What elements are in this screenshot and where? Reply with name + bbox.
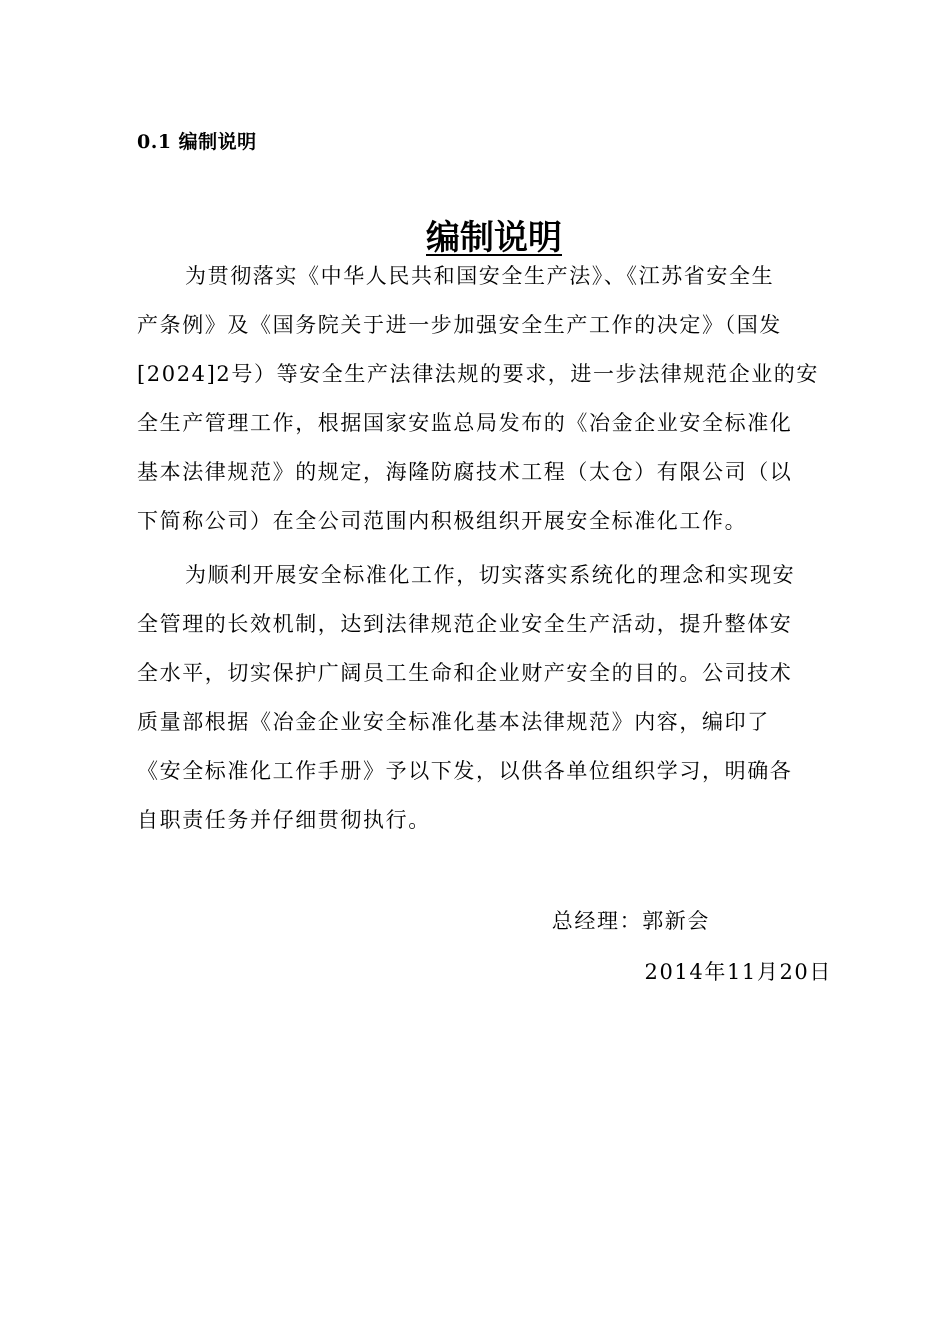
document-title: 编制说明	[426, 218, 562, 258]
paragraph-1	[137, 252, 837, 546]
paragraph-1-line: 全生产管理工作，根据国家安监总局发布的《冶金企业安全标准化	[137, 411, 793, 435]
paragraph-1-line: 产条例》及《国务院关于进一步加强安全生产工作的决定》（国发	[137, 313, 782, 337]
paragraph-2-line: 为顺利开展安全标准化工作，切实落实系统化的理念和实现安	[185, 563, 796, 587]
paragraph-2-line: 自职责任务并仔细贯彻执行。	[137, 808, 431, 832]
signature-date: 2014年11月20日	[644, 960, 832, 984]
paragraph-2-line: 全水平，切实保护广阔员工生命和企业财产安全的目的。公司技术	[137, 661, 793, 685]
paragraph-2	[137, 551, 837, 845]
section-heading: 0.1 编制说明	[137, 131, 257, 153]
paragraph-1-line: 基本法律规范》的规定，海隆防腐技术工程（太仓）有限公司（以	[137, 460, 793, 484]
paragraph-1-line: [2024]2号）等安全生产法律法规的要求，进一步法律规范企业的安	[137, 362, 819, 386]
paragraph-2-line: 全管理的长效机制，达到法律规范企业安全生产活动，提升整体安	[137, 612, 793, 636]
paragraph-1-line: 下简称公司）在全公司范围内积极组织开展安全标准化工作。	[137, 509, 748, 533]
paragraph-2-line: 质量部根据《冶金企业安全标准化基本法律规范》内容，编印了	[137, 710, 770, 734]
signature-name: 总经理：郭新会	[551, 909, 710, 933]
paragraph-1-line: 为贯彻落实《中华人民共和国安全生产法》、《江苏省安全生	[185, 264, 775, 288]
paragraph-2-line: 《安全标准化工作手册》予以下发，以供各单位组织学习，明确各	[137, 759, 793, 783]
